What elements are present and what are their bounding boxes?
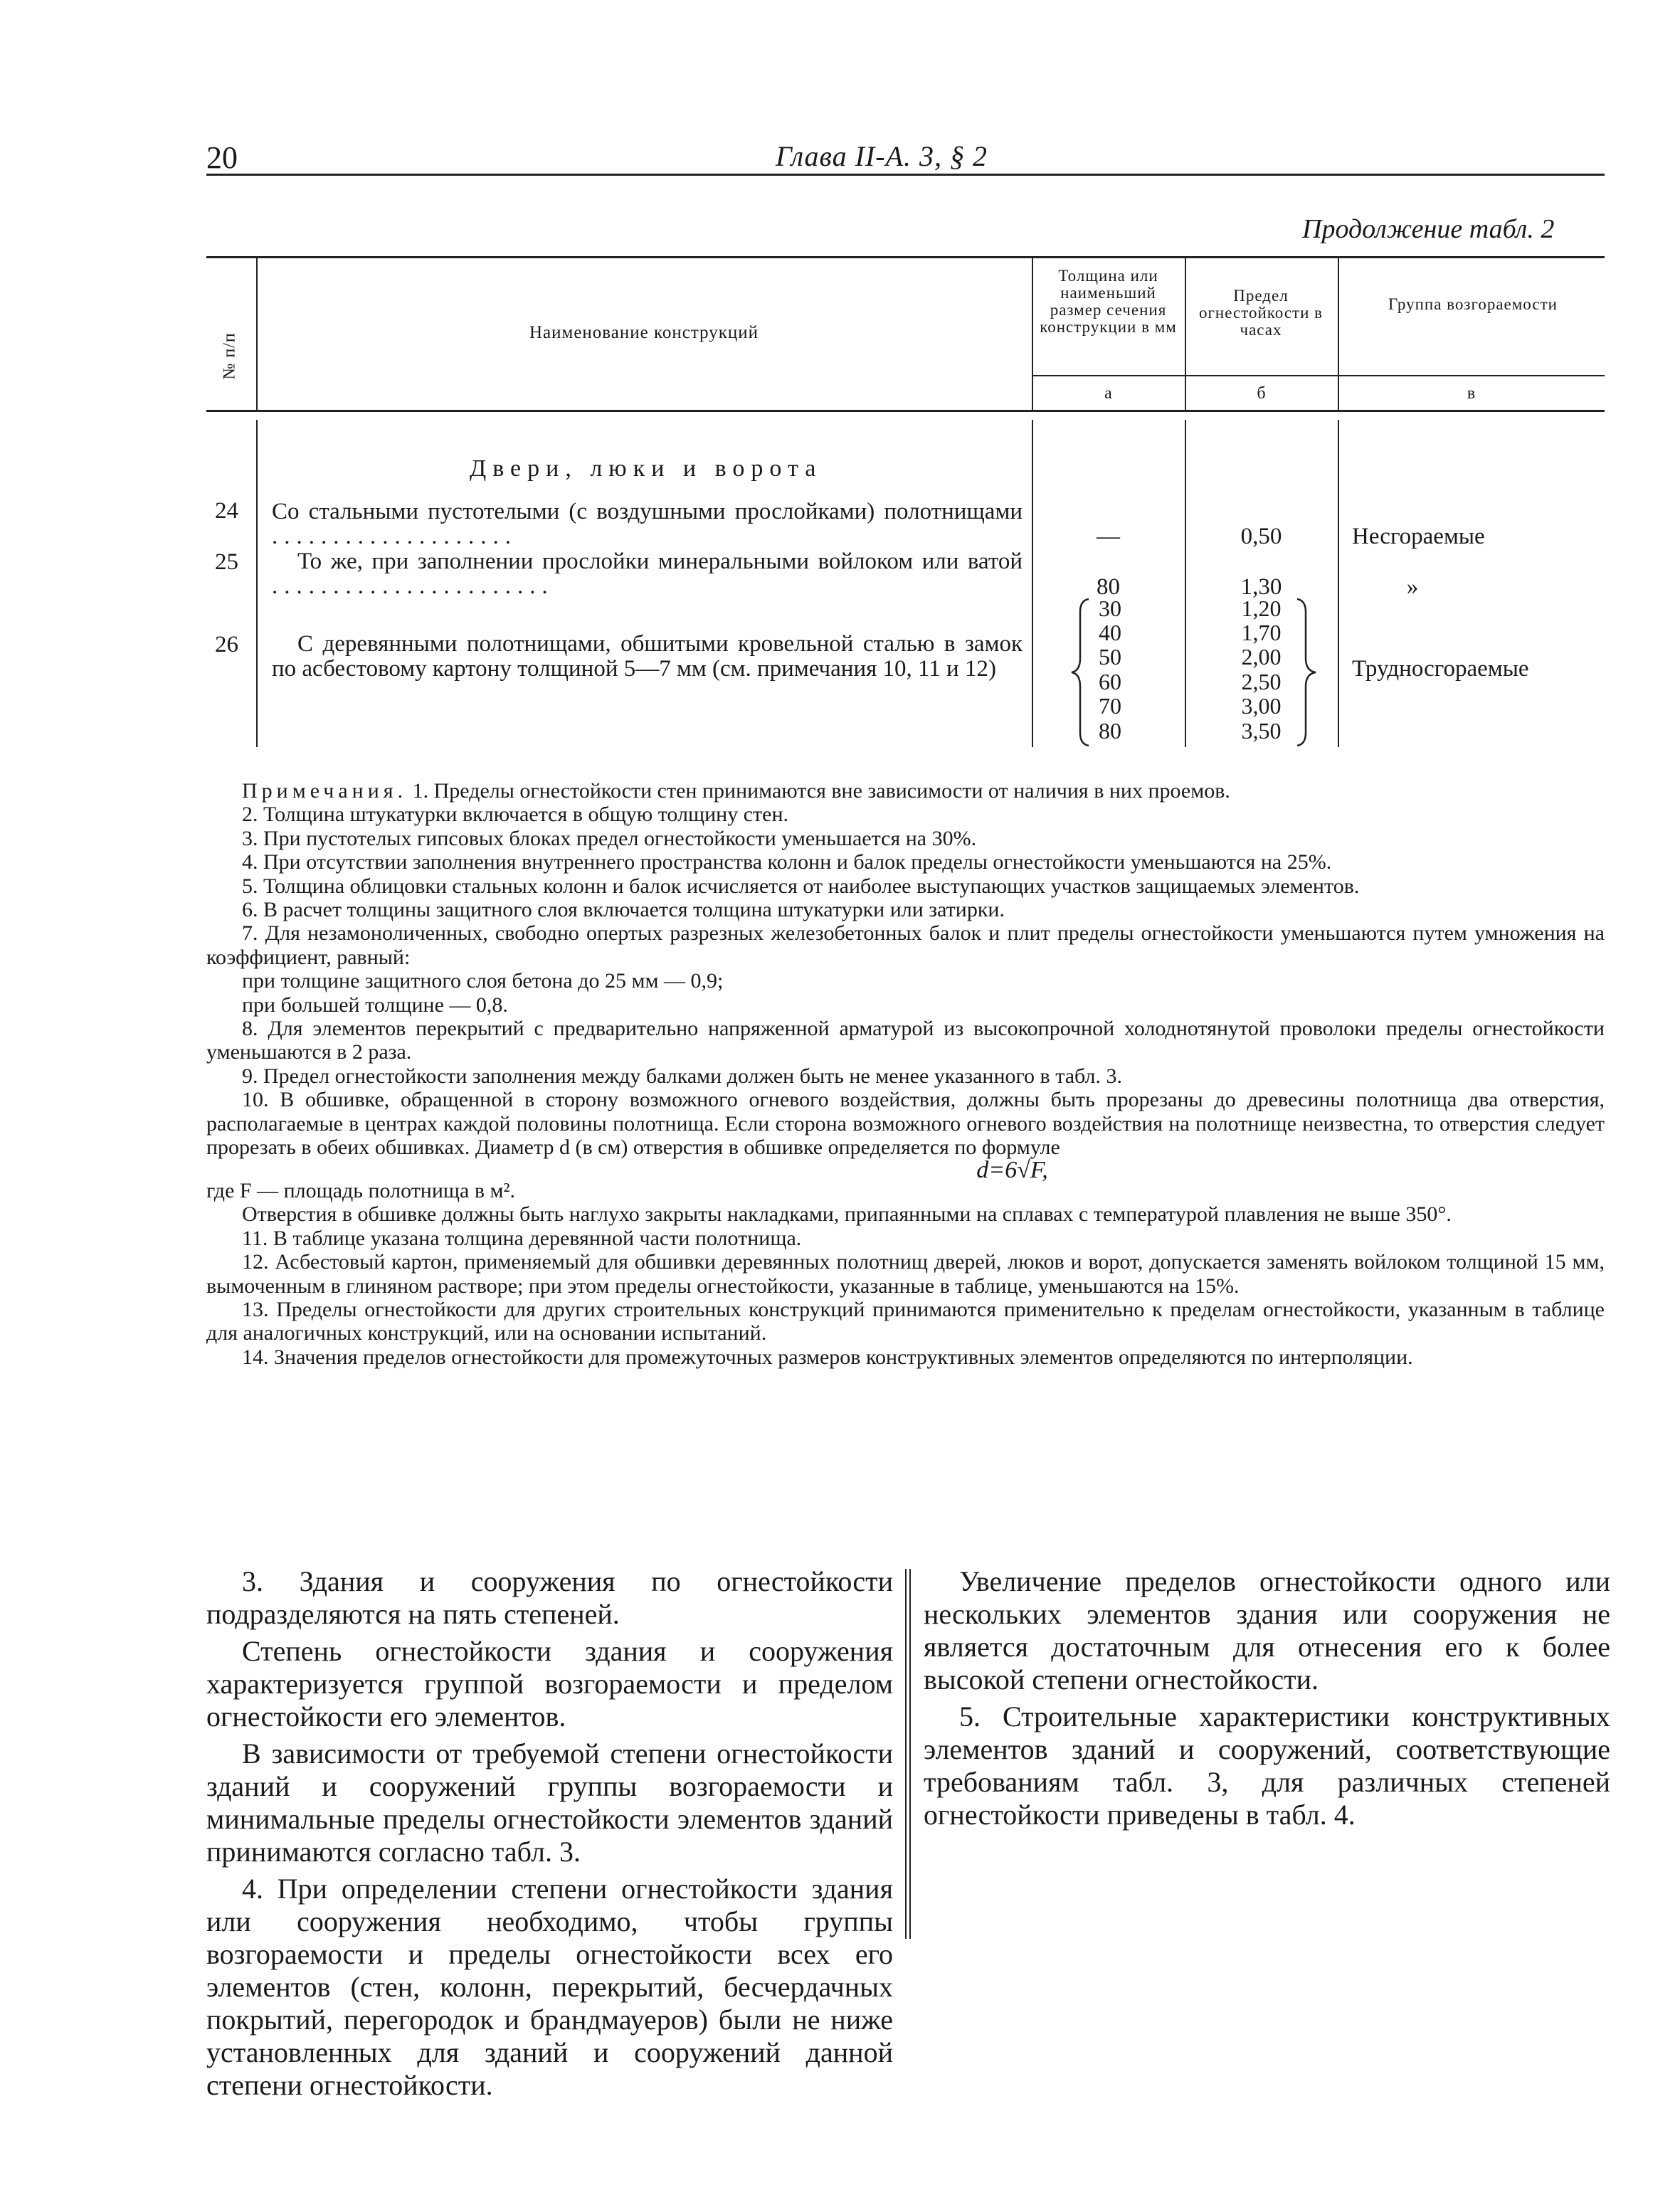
- paragraph-5: 5. Строительные характеристики конструктивных элементов зданий и сооружений, соответствующие требованиям табл. 3, для различных степеней огнестойкости приведены в табл. 4.: [924, 1700, 1610, 1831]
- note-6: 6. В расчет толщины защитного слоя включается толщина штукатурки или затирки.: [242, 898, 1005, 922]
- thickness-value: 50: [1099, 644, 1121, 670]
- note-2: 2. Толщина штукатурки включается в общую толщину стен.: [242, 803, 789, 827]
- row-group: Несгораемые: [1352, 524, 1485, 549]
- note-10-holes: Отверстия в обшивке должны быть наглухо закрыты накладками, припаянными на сплавах с температурой плавления не выше 350°.: [242, 1202, 1452, 1227]
- header-bottom-rule: [206, 410, 1605, 412]
- body-column-right: [924, 1565, 1610, 1836]
- thickness-value: 70: [1099, 693, 1121, 719]
- row-thickness: 80: [1097, 574, 1120, 600]
- note-1: Примечания. 1. Пределы огнестойкости стен принимаются вне зависимости от наличия в них проемов.: [242, 779, 1230, 803]
- chapter-heading: Глава II-А. 3, § 2: [776, 140, 988, 172]
- paragraph-3c: В зависимости от требуемой степени огнестойкости зданий и сооружений группы возгораемости и минимальные пределы огнестойкости элементов зданий принимаются согласно табл. 3.: [206, 1737, 893, 1868]
- row-thickness: —: [1097, 524, 1120, 549]
- header-thickness: Толщина или наименьший размер сечения конструкции в мм: [1040, 267, 1177, 336]
- paragraph-3b: Степень огнестойкости здания и сооружения характеризуется группой возгораемости и пределом огнестойкости его элементов.: [206, 1635, 893, 1732]
- section-title: Двери, люки и ворота: [470, 455, 823, 482]
- right-brace-icon: [1291, 598, 1327, 747]
- row-limit: 0,50: [1240, 524, 1282, 549]
- limit-value: 1,70: [1241, 620, 1282, 645]
- header-num: № п/п: [220, 332, 239, 380]
- table-top-rule: [206, 256, 1605, 258]
- note-5: 5. Толщина облицовки стальных колонн и балок исчисляется от наиболее выступающих участков защищаемых элементов.: [242, 874, 1360, 898]
- note-13: 13. Пределы огнестойкости для других строительных конструкций принимаются применительно к пределам огнестойкости, указанным в таблице для аналогичных конструкций, или на основании испытаний.: [206, 1297, 1605, 1345]
- limit-value: 3,00: [1241, 693, 1282, 719]
- note-3: 3. При пустотелых гипсовых блоках предел огнестойкости уменьшается на 30%.: [242, 826, 977, 850]
- limit-value: 2,00: [1241, 644, 1282, 670]
- column-letter-b: б: [1257, 384, 1266, 403]
- note-12: 12. Асбестовый картон, применяемый для обшивки деревянных полотнищ дверей, люков и ворот, допускается заменять войлоком толщиной 15 мм, вымоченным в глиняном растворе; при этом пределы огнестойкости, указанные в таблице, уменьшаются на 15%.: [206, 1250, 1605, 1298]
- left-brace-icon: [1067, 598, 1096, 747]
- limit-value: 2,50: [1241, 669, 1282, 694]
- note-8: 8. Для элементов перекрытий с предварительно напряженной арматурой из высокопрочной холоднотянутой проволоки пределы огнестойкости уменьшаются в 2 раза.: [206, 1017, 1605, 1064]
- thickness-value: 30: [1099, 596, 1121, 621]
- note-7: 7. Для незамоноличенных, свободно опертых разрезных железобетонных балок и плит пределы огнестойкости уменьшаются путем умножения на коэффициент, равный:: [206, 921, 1605, 969]
- thickness-value: 80: [1099, 718, 1121, 744]
- col-divider-num: [256, 256, 258, 410]
- row-name: С деревянными полотнищами, обшитыми кровельной сталью в замок по асбестовому картону толщиной 5—7 мм (см. примечания 10, 11 и 12): [272, 631, 1023, 682]
- header-name: Наименование конструкций: [529, 323, 759, 342]
- header-group: Группа возгораемости: [1388, 295, 1558, 313]
- paragraph-4b: Увеличение пределов огнестойкости одного или нескольких элементов здания или сооружения не является достаточным для отнесения его к более высокой степени огнестойкости.: [924, 1565, 1610, 1695]
- note-4: 4. При отсутствии заполнения внутреннего пространства колонн и балок пределы огнестойкости уменьшаются на 25%.: [242, 850, 1332, 874]
- paragraph-4: 4. При определении степени огнестойкости здания или сооружения необходимо, чтобы группы возгораемости и пределы огнестойкости всех его элементов (стен, колонн, перекрытий, бесчердачных покрытий, перегородок и брандмауеров) были не ниже установленных для зданий и сооружений данной степени огнестойкости.: [206, 1873, 893, 2101]
- note-9: 9. Предел огнестойкости заполнения между балками должен быть не менее указанного в табл. 3.: [242, 1064, 1123, 1088]
- column-letter-a: а: [1104, 384, 1112, 403]
- note-7-case-a: при толщине защитного слоя бетона до 25 мм — 0,9;: [242, 969, 724, 993]
- formula: d=6√F,: [976, 1156, 1048, 1183]
- row-number: 24: [215, 498, 238, 524]
- column-divider: [905, 1569, 911, 1939]
- row-name: Со стальными пустотелыми (с воздушными прослойками) полотнищами ....................: [272, 499, 1023, 549]
- page-number: 20: [206, 140, 238, 175]
- row-group: Трудносгораемые: [1352, 656, 1529, 682]
- note-14: 14. Значения пределов огнестойкости для промежуточных размеров конструктивных элементов определяются по интерполяции.: [242, 1345, 1413, 1369]
- limit-value: 1,20: [1241, 596, 1282, 621]
- limit-value: 3,50: [1241, 718, 1282, 744]
- row-number: 26: [215, 632, 238, 657]
- header-subrule: [1032, 375, 1605, 376]
- thickness-value: 60: [1099, 669, 1121, 694]
- table-notes: [206, 779, 1605, 1369]
- note-10: 10. В обшивке, обращенной в сторону возможного огневого воздействия, должны быть прорезаны до древесины полотнища два отверстия, располагаемые в центрах каждой половины полотнища. Если сторона возможного огневого воздействия на полотнище неизвестна, то отверстия следует прорезать в обеих обшивках. Диаметр d (в см) отверстия в обшивке определяется по формуле: [206, 1088, 1605, 1160]
- header-rule: [206, 174, 1605, 176]
- row-name: То же, при заполнении прослойки минеральными войлоком или ватой .......................: [272, 549, 1023, 599]
- table-continuation-label: Продолжение табл. 2: [1302, 214, 1555, 244]
- note-11: 11. В таблице указана толщина деревянной части полотнища.: [242, 1226, 802, 1250]
- header-limit: Предел огнестойкости в часах: [1198, 287, 1324, 339]
- body-divider-num: [256, 420, 258, 747]
- thickness-value: 40: [1099, 620, 1121, 645]
- row-group: »: [1406, 574, 1419, 600]
- note-7-case-b: при большей толщине — 0,8.: [242, 993, 508, 1017]
- body-column-left: [206, 1565, 893, 2101]
- paragraph-3: 3. Здания и сооружения по огнестойкости подразделяются на пять степеней.: [206, 1565, 893, 1630]
- note-10-definition: где F — площадь полотнища в м².: [206, 1178, 515, 1202]
- row-number: 25: [215, 549, 238, 575]
- row-limit: 1,30: [1240, 574, 1282, 600]
- column-letter-v: в: [1467, 384, 1476, 403]
